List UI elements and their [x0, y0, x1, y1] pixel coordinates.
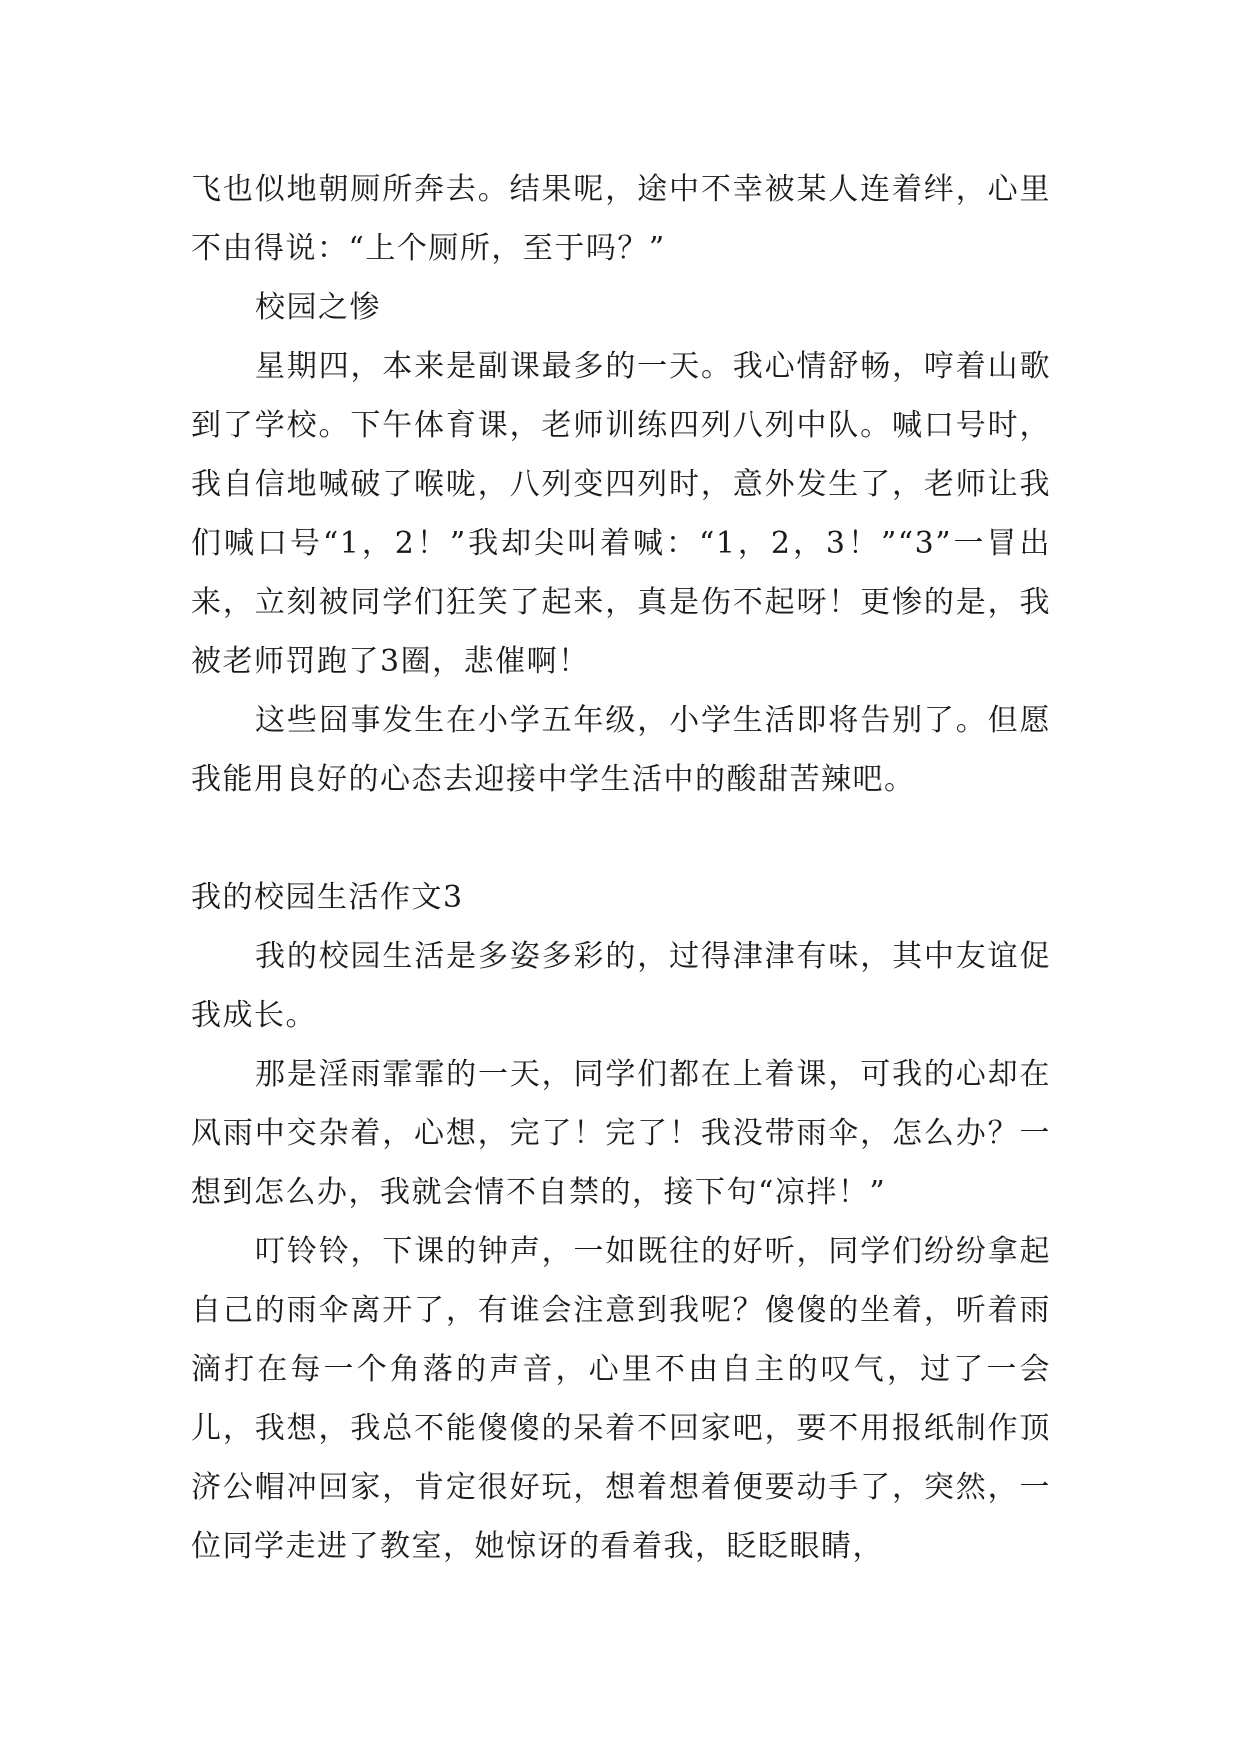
subheading-campus-misery: 校园之惨 — [255, 290, 381, 325]
paragraph-bell-rings: 叮铃铃，下课的钟声，一如既往的好听，同学们纷纷拿起自己的雨伞离开了，有谁会注意到我呢？傻傻的坐着，听着雨滴打在每一个角落的声音，心里不由自主的叹气，过了一会儿，我想，我总不能傻傻的呆着不回家吧，要不用报纸制作顶济公帽冲回家，肯定很好玩，想着想着便要动手了，突然，一位同学走进了教室，她惊讶的看着我，眨眨眼睛， — [191, 1234, 1051, 1564]
document-body — [191, 160, 1051, 1576]
paragraph-continuation: 飞也似地朝厕所奔去。结果呢，途中不幸被某人连着绊，心里不由得说：“上个厕所，至于吗？” — [191, 172, 1051, 266]
section-spacer — [191, 809, 1051, 868]
paragraph-thursday-story: 星期四，本来是副课最多的一天。我心情舒畅，哼着山歌到了学校。下午体育课，老师训练四列八列中队。喊口号时，我自信地喊破了喉咙，八列变四列时，意外发生了，老师让我们喊口号“1，2！”我却尖叫着喊：“1，2，3！”“3”一冒出来，立刻被同学们狂笑了起来，真是伤不起呀！更惨的是，我被老师罚跑了3圈，悲催啊！ — [191, 349, 1051, 679]
paragraph-rainy-day: 那是淫雨霏霏的一天，同学们都在上着课，可我的心却在风雨中交杂着，心想，完了！完了！我没带雨伞，怎么办？一想到怎么办，我就会情不自禁的，接下句“凉拌！” — [191, 1057, 1051, 1210]
paragraph-conclusion: 这些囧事发生在小学五年级，小学生活即将告别了。但愿我能用良好的心态去迎接中学生活中的酸甜苦辣吧。 — [191, 703, 1051, 797]
paragraph-intro: 我的校园生活是多姿多彩的，过得津津有味，其中友谊促我成长。 — [191, 939, 1051, 1033]
section-title: 我的校园生活作文3 — [191, 880, 464, 915]
